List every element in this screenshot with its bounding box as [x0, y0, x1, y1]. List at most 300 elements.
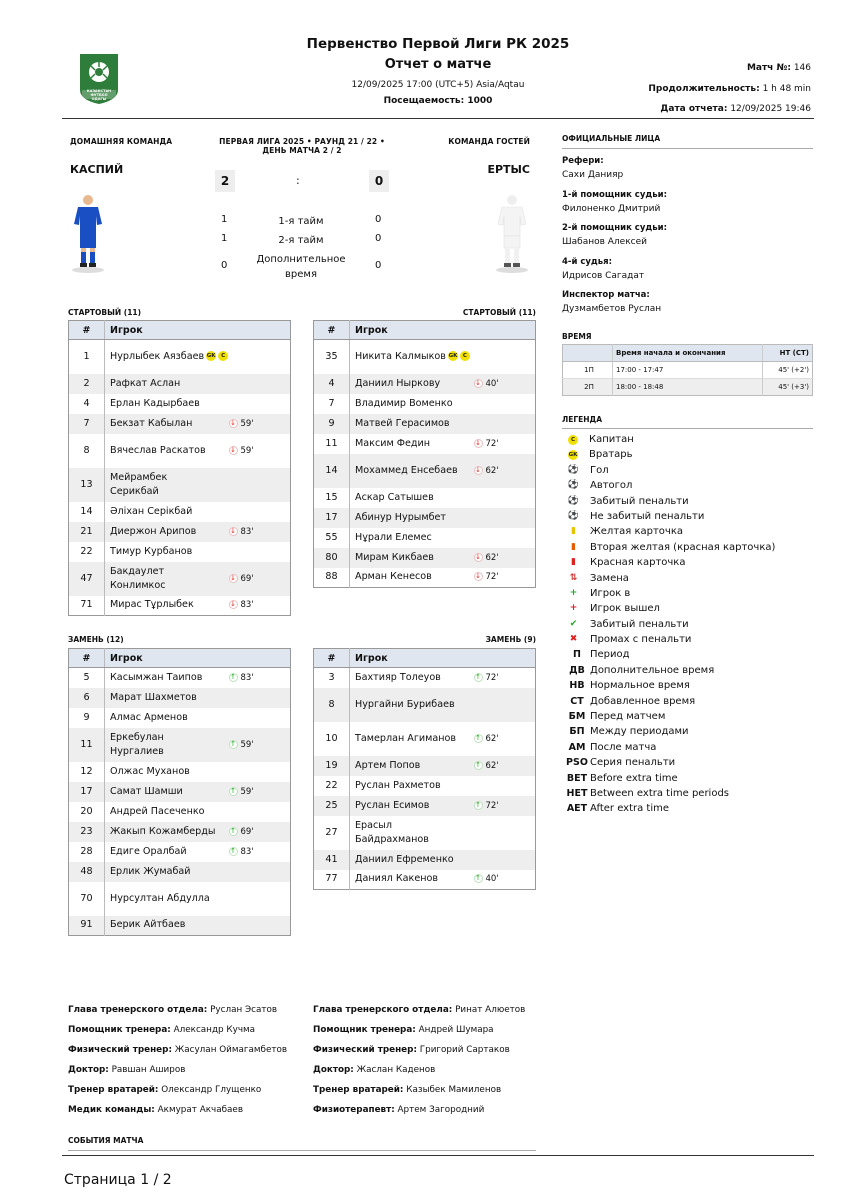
player-in-icon: ↑	[475, 733, 481, 742]
player-cell	[350, 394, 474, 414]
home-team-name: КАСПИЙ	[70, 163, 124, 176]
player-row	[69, 414, 291, 434]
report-subtitle: Отчет о матче	[384, 57, 492, 72]
player-number: 4	[314, 374, 350, 394]
player-row	[314, 488, 536, 508]
staff-role: Медик команды:	[68, 1105, 155, 1115]
player-name: Мейрамбек Серикбай	[110, 471, 168, 497]
player-name: Рафкат Аслан	[110, 377, 181, 389]
player-out-icon: ↓	[230, 573, 236, 582]
player-cell	[105, 802, 229, 822]
player-cell	[350, 816, 474, 850]
legend-item	[565, 432, 775, 447]
player-cell	[105, 596, 229, 616]
legend-text: После матча	[590, 741, 657, 753]
event-minute: 62'	[485, 552, 499, 563]
legend-item	[565, 524, 775, 539]
legend-text: Желтая карточка	[590, 526, 683, 538]
event-minute: 83'	[240, 526, 254, 537]
player-in-icon: ↑	[230, 786, 236, 795]
player-row	[314, 374, 536, 394]
player-event-cell	[474, 776, 536, 796]
legend-title: ЛЕГЕНДА	[562, 415, 603, 424]
period-home-score: 1	[221, 214, 228, 225]
player-event-cell	[229, 842, 291, 862]
legend-abbr: PSO	[566, 757, 588, 769]
player-cell	[350, 722, 474, 756]
staff-item	[68, 1080, 287, 1100]
player-cell	[350, 508, 474, 528]
staff-item	[68, 1020, 287, 1040]
events-divider	[68, 1150, 536, 1151]
period-away-score: 0	[375, 233, 382, 244]
staff-role: Помощник тренера:	[313, 1025, 416, 1035]
staff-role: Доктор:	[68, 1065, 109, 1075]
away-subs-label: ЗАМЕНЬ (9)	[485, 635, 536, 644]
player-cell	[350, 488, 474, 508]
player-name: Руслан Рахметов	[355, 779, 441, 791]
player-event-cell	[474, 488, 536, 508]
player-event-cell	[474, 394, 536, 414]
time-range-2: 18:00 - 18:48	[613, 379, 763, 396]
player-row	[69, 842, 291, 862]
player-row	[314, 796, 536, 816]
home-subs-label: ЗАМЕНЬ (12)	[68, 635, 124, 644]
staff-item	[313, 1040, 525, 1060]
player-name: Мирам Кикбаев	[355, 551, 434, 563]
player-cell	[350, 796, 474, 816]
legend-text: Не забитый пенальти	[590, 510, 705, 522]
player-name: Әліхан Серікбай	[110, 505, 193, 517]
player-in-icon: ↑	[475, 760, 481, 769]
time-period-2: 2П	[563, 379, 613, 396]
official-name: Дузмамбетов Руслан	[562, 304, 662, 314]
player-number: 88	[314, 568, 350, 588]
goalkeeper-icon: GK	[568, 452, 578, 459]
staff-name: Григорий Сартаков	[419, 1045, 510, 1055]
player-name: Даниил Ныркову	[355, 377, 441, 389]
player-in-icon: ↑	[230, 826, 236, 835]
home-starting-label: СТАРТОВЫЙ (11)	[68, 308, 142, 317]
away-starting-table	[313, 320, 536, 588]
player-event-cell	[229, 522, 291, 542]
player-cell	[350, 340, 474, 374]
legend-abbr: НВ	[569, 680, 585, 692]
staff-name: Ринат Алюетов	[455, 1005, 526, 1015]
report-date-value: 12/09/2025 19:46	[730, 104, 811, 114]
player-number: 9	[69, 708, 105, 728]
player-cell	[350, 870, 474, 890]
player-out-icon: +	[569, 603, 578, 614]
player-event-cell	[229, 708, 291, 728]
player-event-cell	[229, 414, 291, 434]
event-minute: 59'	[240, 786, 254, 797]
staff-item	[68, 1100, 287, 1120]
player-event-cell	[229, 822, 291, 842]
player-row	[314, 394, 536, 414]
official-name: Сахи Данияр	[562, 170, 624, 180]
player-cell	[350, 688, 474, 722]
player-cell	[105, 434, 229, 468]
staff-name: Руслан Эсатов	[210, 1005, 278, 1015]
time-period-1: 1П	[563, 362, 613, 379]
legend-text: After extra time	[590, 803, 670, 815]
home-kit-icon	[70, 192, 106, 278]
federation-logo	[76, 50, 122, 106]
captain-icon: C	[568, 435, 578, 445]
own-goal-icon: ⚽	[567, 480, 580, 491]
player-name: Аскар Сатышев	[355, 491, 434, 503]
player-number: 20	[69, 802, 105, 822]
player-name: Жакып Кожамберды	[110, 825, 216, 837]
player-name: Олжас Муханов	[110, 765, 190, 777]
home-starting-table	[68, 320, 291, 616]
player-cell	[350, 756, 474, 776]
player-name: Едиге Оралбай	[110, 845, 187, 857]
official-item	[562, 289, 813, 317]
match-no-value: 146	[793, 63, 811, 73]
legend-item	[565, 509, 775, 524]
player-row	[69, 522, 291, 542]
legend-abbr-item	[565, 786, 775, 801]
player-event-cell	[474, 816, 536, 850]
staff-name: Казыбек Мамиленов	[406, 1085, 502, 1095]
red-card-icon: ▮	[571, 557, 576, 568]
staff-role: Глава тренерского отдела:	[68, 1005, 208, 1015]
legend-item	[565, 463, 775, 478]
home-subs-table	[68, 648, 291, 936]
player-name: Мирас Тұрлыбек	[110, 599, 194, 611]
player-name: Диержон Арипов	[110, 525, 197, 537]
legend-abbr-item	[565, 771, 775, 786]
player-row	[69, 542, 291, 562]
player-name: Матвей Герасимов	[355, 417, 450, 429]
player-number: 8	[69, 434, 105, 468]
player-event-cell	[474, 548, 536, 568]
player-name: Касымжан Таипов	[110, 671, 203, 683]
officials-title: ОФИЦИАЛЬНЫЕ ЛИЦА	[562, 134, 661, 143]
time-col-range: Время начала и окончания	[613, 345, 763, 362]
match-no-label: Матч №:	[746, 63, 791, 73]
player-number: 4	[69, 394, 105, 414]
period-label: 2-я тайм	[278, 235, 324, 246]
legend-text: Вторая желтая (красная карточка)	[590, 541, 776, 553]
legend-item	[565, 571, 775, 586]
player-number: 13	[69, 468, 105, 502]
player-cell	[105, 340, 229, 374]
report-date-label: Дата отчета:	[660, 104, 728, 114]
player-event-cell	[229, 542, 291, 562]
col-player-header: Игрок	[350, 321, 536, 340]
time-ht-1: 45' (+2')	[763, 362, 813, 379]
official-role: 1-й помощник судьи:	[562, 189, 667, 200]
attendance-label: Посещаемость:	[383, 96, 465, 106]
player-cell	[350, 374, 474, 394]
player-cell	[105, 562, 229, 596]
event-minute: 59'	[240, 739, 254, 750]
event-minute: 59'	[240, 418, 254, 429]
player-name: Бекзат Кабылан	[110, 417, 193, 429]
staff-name: Жасулан Оймагамбетов	[174, 1045, 288, 1055]
staff-item	[68, 1060, 287, 1080]
duration-label: Продолжительность:	[648, 83, 760, 94]
player-cell	[105, 728, 229, 762]
player-row	[314, 668, 536, 688]
penalty-shootout-scored-icon: ✔	[569, 618, 578, 629]
legend-item	[565, 555, 775, 570]
legend-abbr: AET	[566, 803, 588, 815]
period-home-score: 0	[221, 260, 228, 271]
col-number-header: #	[314, 321, 350, 340]
staff-item	[68, 1040, 287, 1060]
player-event-cell	[229, 596, 291, 616]
legend-text: Замена	[590, 572, 629, 584]
player-cell	[105, 688, 229, 708]
player-cell	[350, 434, 474, 454]
player-name: Даниил Ефременко	[355, 853, 454, 865]
player-in-icon: ↑	[230, 672, 236, 681]
player-number: 25	[314, 796, 350, 816]
legend-text: Капитан	[589, 434, 634, 445]
player-number: 22	[314, 776, 350, 796]
player-row	[69, 916, 291, 936]
legend-abbr-item	[565, 678, 775, 693]
player-number: 21	[69, 522, 105, 542]
event-minute: 72'	[485, 438, 499, 449]
official-item	[562, 155, 813, 183]
player-name: Артем Попов	[355, 759, 421, 771]
legend-text: Вратарь	[589, 449, 633, 461]
attendance-value: 1000	[467, 96, 493, 106]
staff-role: Тренер вратарей:	[313, 1085, 404, 1095]
player-number: 28	[69, 842, 105, 862]
substitution-icon: ⇅	[569, 572, 578, 583]
official-name: Шабанов Алексей	[562, 237, 647, 247]
official-role: 4-й судья:	[562, 256, 613, 267]
captain-icon: C	[460, 351, 470, 361]
legend-abbr-item	[565, 694, 775, 709]
legend-text: Забитый пенальти	[590, 618, 689, 630]
player-row	[314, 434, 536, 454]
player-name: Ерлик Жумабай	[110, 865, 191, 877]
player-number: 35	[314, 340, 350, 374]
player-out-icon: ↓	[475, 572, 481, 581]
player-in-icon: +	[569, 587, 578, 598]
player-cell	[105, 502, 229, 522]
period-home-score: 1	[221, 233, 228, 244]
player-row	[314, 722, 536, 756]
player-event-cell	[474, 374, 536, 394]
legend-abbr: ДВ	[569, 664, 585, 676]
staff-item	[313, 1020, 525, 1040]
page-number: Страница 1 / 2	[64, 1172, 172, 1188]
col-number-header: #	[314, 649, 350, 668]
player-cell	[105, 882, 229, 916]
player-number: 5	[69, 668, 105, 688]
player-name: Даниял Какенов	[355, 873, 439, 885]
legend-item	[565, 478, 775, 493]
player-number: 11	[314, 434, 350, 454]
away-team-label: КОМАНДА ГОСТЕЙ	[448, 137, 530, 146]
staff-role: Глава тренерского отдела:	[313, 1005, 453, 1015]
player-cell	[105, 782, 229, 802]
official-role: 2-й помощник судьи:	[562, 223, 667, 233]
player-row	[314, 816, 536, 850]
player-row	[314, 508, 536, 528]
player-row	[69, 708, 291, 728]
official-role: Рефери:	[562, 156, 604, 166]
player-out-icon: ↓	[230, 445, 236, 454]
away-subs-table	[313, 648, 536, 890]
legend-text: Автогол	[590, 480, 633, 492]
period-away-score: 0	[375, 260, 382, 271]
player-event-cell	[229, 916, 291, 936]
footer-divider	[62, 1155, 814, 1156]
player-name: Нұрали Елемес	[355, 531, 432, 543]
time-col-period	[563, 345, 613, 362]
player-event-cell	[474, 508, 536, 528]
player-row	[314, 850, 536, 870]
player-name: Марат Шахметов	[110, 691, 197, 703]
player-cell	[350, 850, 474, 870]
player-cell	[105, 468, 229, 502]
player-out-icon: ↓	[475, 465, 481, 474]
player-row	[69, 822, 291, 842]
official-role: Инспектор матча:	[562, 290, 650, 300]
player-cell	[105, 842, 229, 862]
player-number: 12	[69, 762, 105, 782]
player-event-cell	[474, 668, 536, 688]
home-score: 2	[215, 170, 235, 192]
player-number: 8	[314, 688, 350, 722]
staff-name: Александр Кучма	[173, 1025, 256, 1035]
legend-item	[565, 617, 775, 632]
legend-text: Забитый пенальти	[590, 495, 689, 507]
player-out-icon: ↓	[230, 600, 236, 609]
legend-abbr: СТ	[570, 695, 584, 707]
legend-item	[565, 601, 775, 616]
period-away-score: 0	[375, 214, 382, 225]
legend-divider	[562, 428, 813, 429]
event-minute: 62'	[485, 733, 499, 744]
player-number: 14	[314, 454, 350, 488]
player-row	[69, 502, 291, 522]
legend-list	[565, 432, 775, 817]
player-cell	[350, 414, 474, 434]
away-kit-icon	[494, 192, 530, 278]
penalty-missed-icon: ⚽	[567, 510, 580, 521]
player-row	[69, 728, 291, 762]
player-number: 7	[69, 414, 105, 434]
legend-item	[565, 632, 775, 647]
col-number-header: #	[69, 649, 105, 668]
player-row	[314, 340, 536, 374]
player-name: Владимир Воменко	[355, 397, 453, 409]
staff-name: Акмурат Акчабаев	[157, 1105, 244, 1115]
player-name: Вячеслав Раскатов	[110, 444, 206, 456]
staff-name: Андрей Шумара	[418, 1025, 494, 1035]
time-table	[562, 344, 813, 396]
period-label: 1-я тайм	[278, 216, 324, 227]
legend-abbr: БП	[569, 726, 585, 738]
staff-role: Тренер вратарей:	[68, 1085, 159, 1095]
player-event-cell	[474, 340, 536, 374]
event-minute: 72'	[485, 572, 499, 583]
player-name: Бакдаулет Конлимкос	[110, 565, 166, 591]
official-item	[562, 256, 813, 284]
player-number: 10	[314, 722, 350, 756]
player-number: 71	[69, 596, 105, 616]
away-staff	[313, 1000, 525, 1120]
player-row	[314, 548, 536, 568]
player-cell	[105, 394, 229, 414]
player-name: Бахтияр Толеуов	[355, 671, 441, 683]
legend-text: Красная карточка	[590, 557, 686, 569]
player-row	[314, 776, 536, 796]
player-event-cell	[229, 882, 291, 916]
period-label: Дополнительное время	[256, 254, 346, 280]
player-event-cell	[229, 782, 291, 802]
time-col-ht: HT (CT)	[763, 345, 813, 362]
penalty-scored-icon: ⚽	[567, 495, 580, 506]
col-number-header: #	[69, 321, 105, 340]
legend-abbr: BET	[566, 772, 588, 784]
staff-item	[68, 1000, 287, 1020]
goalkeeper-icon: GK	[448, 352, 458, 359]
player-cell	[105, 822, 229, 842]
player-number: 22	[69, 542, 105, 562]
player-event-cell	[229, 562, 291, 596]
player-event-cell	[229, 688, 291, 708]
staff-item	[313, 1000, 525, 1020]
legend-text: Between extra time periods	[590, 787, 730, 799]
staff-role: Помощник тренера:	[68, 1025, 171, 1035]
home-team-label: ДОМАШНЯЯ КОМАНДА	[70, 137, 173, 146]
player-name: Андрей Пасеченко	[110, 805, 205, 817]
player-in-icon: ↑	[475, 800, 481, 809]
staff-role: Физиотерапевт:	[313, 1105, 395, 1115]
event-minute: 69'	[240, 573, 254, 584]
event-minute: 83'	[240, 600, 254, 611]
player-row	[69, 596, 291, 616]
player-event-cell	[474, 434, 536, 454]
player-row	[314, 528, 536, 548]
player-name: Нурсултан Абдулла	[110, 892, 210, 904]
player-name: Тимур Курбанов	[110, 545, 193, 557]
player-cell	[105, 916, 229, 936]
legend-abbr-item	[565, 755, 775, 770]
official-name: Идрисов Сагадат	[562, 270, 645, 281]
away-team-name: ЕРТЫС	[487, 163, 530, 176]
duration-value: 1 h 48 min	[762, 83, 811, 94]
staff-role: Доктор:	[313, 1065, 354, 1075]
player-cell	[105, 414, 229, 434]
staff-name: Жаслан Каденов	[356, 1065, 436, 1075]
player-name: Мохаммед Енсебаев	[355, 464, 458, 476]
player-row	[69, 882, 291, 916]
match-datetime: 12/09/2025 17:00 (UTC+5) Asia/Aqtau	[351, 80, 525, 90]
event-minute: 72'	[485, 672, 499, 683]
player-event-cell	[229, 434, 291, 468]
player-event-cell	[229, 762, 291, 782]
legend-abbr: БМ	[568, 711, 586, 723]
player-event-cell	[474, 722, 536, 756]
player-number: 1	[69, 340, 105, 374]
player-row	[69, 434, 291, 468]
staff-name: Равшан Аширов	[111, 1065, 186, 1075]
staff-role: Физический тренер:	[313, 1045, 417, 1055]
player-cell	[105, 522, 229, 542]
